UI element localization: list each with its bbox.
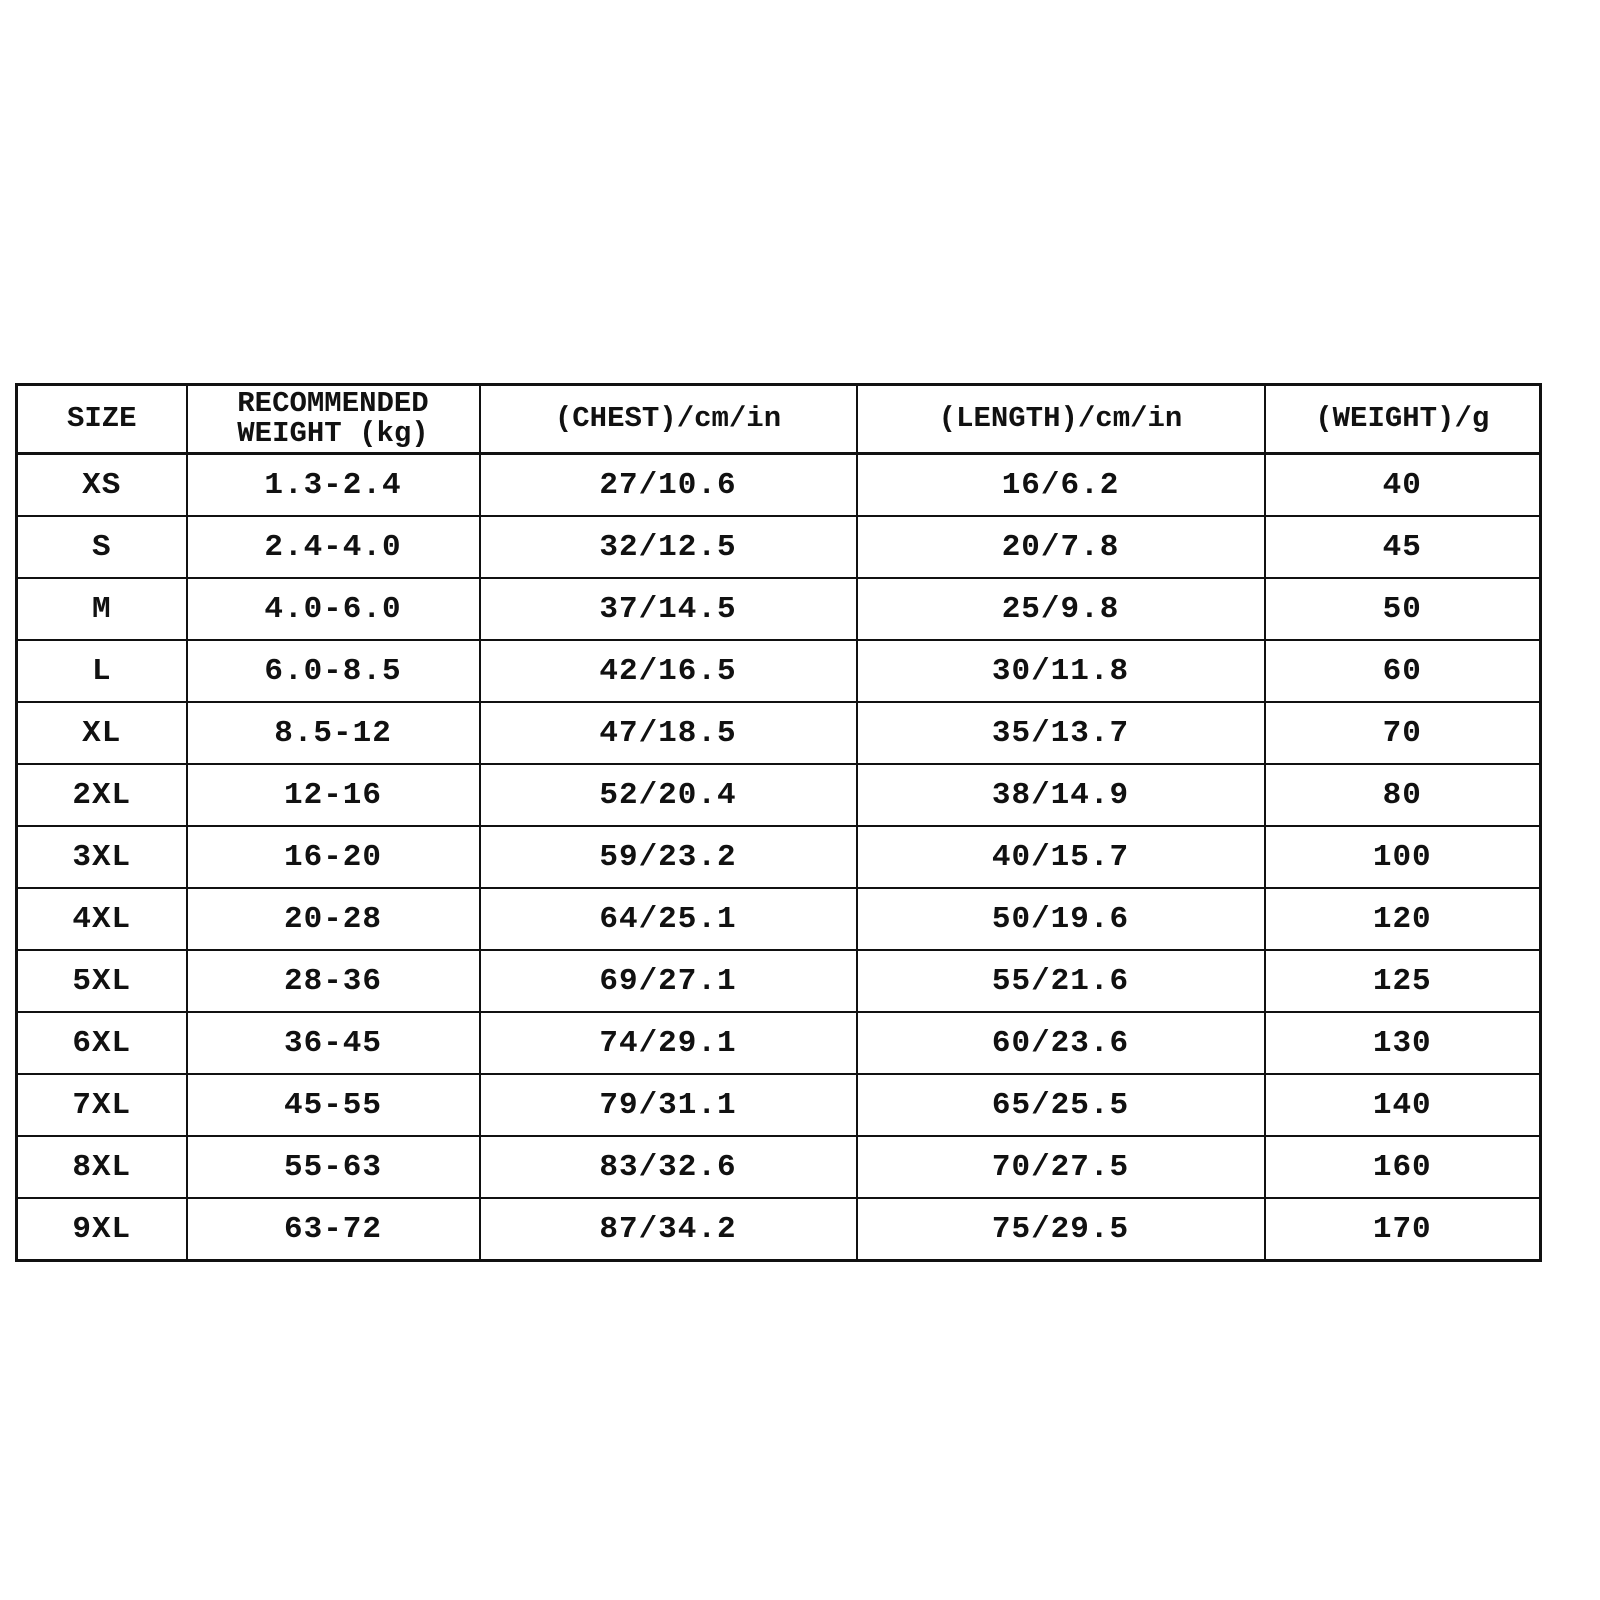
cell-chest: 42/16.5 [480,640,857,702]
header-cell-recommended-weight: RECOMMENDED WEIGHT (kg) [187,385,480,454]
cell-length: 60/23.6 [857,1012,1265,1074]
cell-weight-g: 140 [1265,1074,1541,1136]
cell-size: 7XL [17,1074,187,1136]
cell-size: 5XL [17,950,187,1012]
cell-recommended-weight: 63-72 [187,1198,480,1261]
size-table-body [17,454,1541,1261]
cell-chest: 79/31.1 [480,1074,857,1136]
cell-length: 16/6.2 [857,454,1265,517]
cell-length: 35/13.7 [857,702,1265,764]
cell-chest: 27/10.6 [480,454,857,517]
table-row [17,578,1541,640]
table-row [17,1012,1541,1074]
header-cell-length: (LENGTH)/cm/in [857,385,1265,454]
cell-size: 6XL [17,1012,187,1074]
cell-chest: 37/14.5 [480,578,857,640]
table-row [17,1136,1541,1198]
cell-length: 38/14.9 [857,764,1265,826]
cell-size: 8XL [17,1136,187,1198]
cell-weight-g: 45 [1265,516,1541,578]
cell-recommended-weight: 2.4-4.0 [187,516,480,578]
cell-size: 4XL [17,888,187,950]
table-header-row [17,385,1541,454]
cell-length: 50/19.6 [857,888,1265,950]
table-row [17,1198,1541,1261]
cell-size: XS [17,454,187,517]
cell-weight-g: 80 [1265,764,1541,826]
header-cell-weight-g: (WEIGHT)/g [1265,385,1541,454]
cell-chest: 47/18.5 [480,702,857,764]
cell-weight-g: 120 [1265,888,1541,950]
cell-weight-g: 100 [1265,826,1541,888]
cell-recommended-weight: 4.0-6.0 [187,578,480,640]
cell-length: 40/15.7 [857,826,1265,888]
cell-recommended-weight: 55-63 [187,1136,480,1198]
cell-recommended-weight: 6.0-8.5 [187,640,480,702]
cell-recommended-weight: 16-20 [187,826,480,888]
table-row [17,702,1541,764]
cell-chest: 87/34.2 [480,1198,857,1261]
cell-recommended-weight: 45-55 [187,1074,480,1136]
cell-weight-g: 70 [1265,702,1541,764]
cell-recommended-weight: 1.3-2.4 [187,454,480,517]
table-row [17,454,1541,517]
cell-chest: 83/32.6 [480,1136,857,1198]
cell-size: S [17,516,187,578]
header-cell-chest: (CHEST)/cm/in [480,385,857,454]
cell-weight-g: 170 [1265,1198,1541,1261]
cell-size: L [17,640,187,702]
cell-length: 55/21.6 [857,950,1265,1012]
cell-recommended-weight: 12-16 [187,764,480,826]
table-row [17,888,1541,950]
cell-weight-g: 125 [1265,950,1541,1012]
cell-chest: 32/12.5 [480,516,857,578]
table-row [17,764,1541,826]
cell-length: 25/9.8 [857,578,1265,640]
table-row [17,950,1541,1012]
cell-length: 30/11.8 [857,640,1265,702]
cell-size: 3XL [17,826,187,888]
cell-length: 20/7.8 [857,516,1265,578]
cell-chest: 69/27.1 [480,950,857,1012]
table-row [17,1074,1541,1136]
cell-size: XL [17,702,187,764]
cell-chest: 64/25.1 [480,888,857,950]
cell-weight-g: 160 [1265,1136,1541,1198]
table-row [17,516,1541,578]
cell-chest: 74/29.1 [480,1012,857,1074]
cell-chest: 52/20.4 [480,764,857,826]
header-cell-size: SIZE [17,385,187,454]
cell-size: 2XL [17,764,187,826]
table-row [17,826,1541,888]
size-chart-table [15,383,1542,1262]
cell-recommended-weight: 28-36 [187,950,480,1012]
cell-length: 65/25.5 [857,1074,1265,1136]
cell-recommended-weight: 8.5-12 [187,702,480,764]
cell-weight-g: 40 [1265,454,1541,517]
cell-size: M [17,578,187,640]
cell-chest: 59/23.2 [480,826,857,888]
cell-size: 9XL [17,1198,187,1261]
cell-length: 75/29.5 [857,1198,1265,1261]
cell-recommended-weight: 36-45 [187,1012,480,1074]
cell-weight-g: 60 [1265,640,1541,702]
cell-weight-g: 50 [1265,578,1541,640]
cell-length: 70/27.5 [857,1136,1265,1198]
cell-weight-g: 130 [1265,1012,1541,1074]
table-row [17,640,1541,702]
cell-recommended-weight: 20-28 [187,888,480,950]
